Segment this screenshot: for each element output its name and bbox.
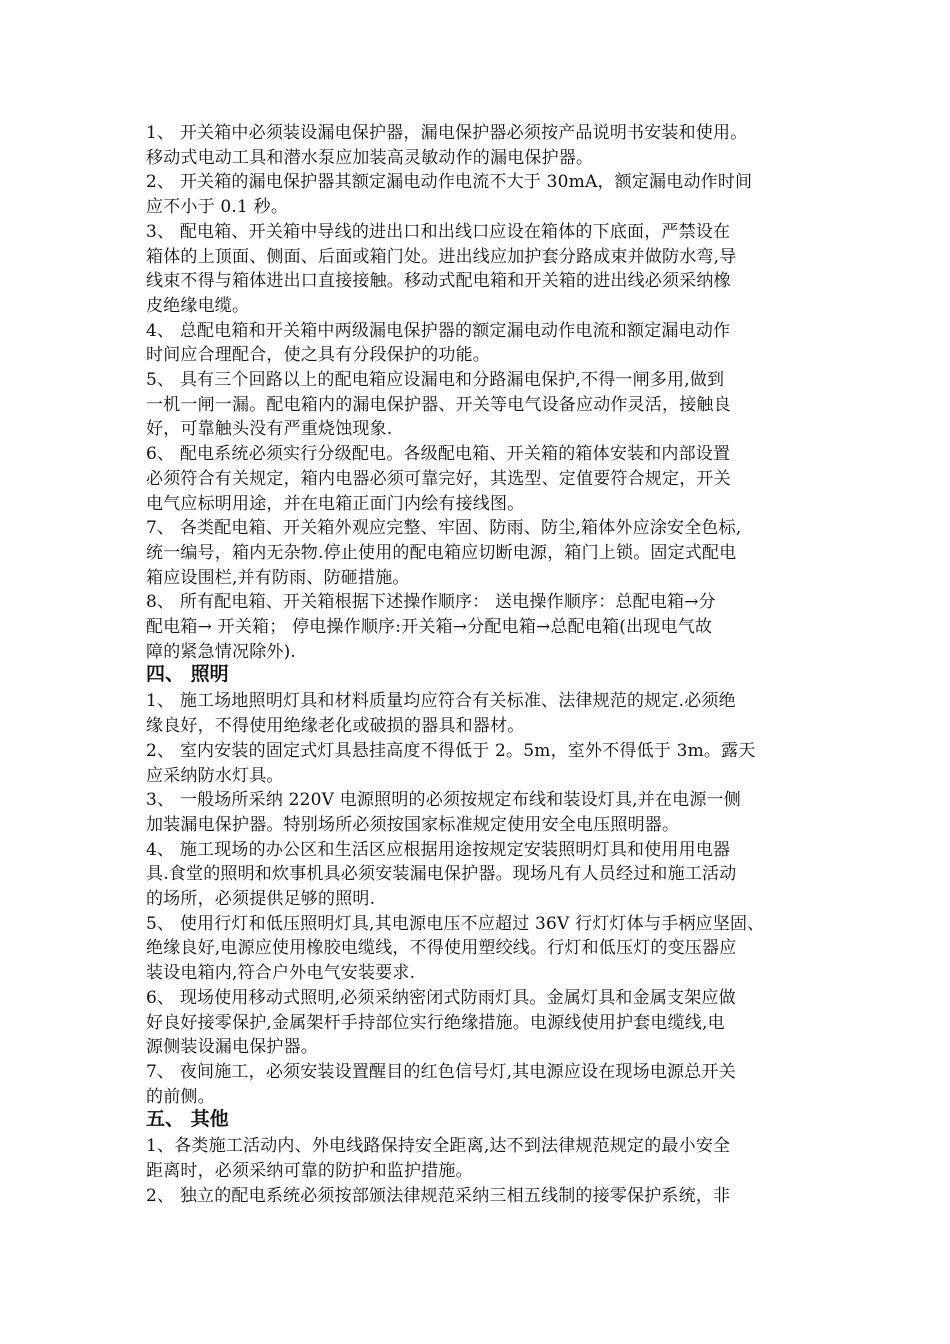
paragraph-line: 6、 现场使用移动式照明,必须采纳密闭式防雨灯具。金属灯具和金属支架应做 <box>146 987 736 1008</box>
paragraph-line: 的前侧。 <box>146 1086 215 1107</box>
paragraph-line: 缘良好，不得使用绝缘老化或破损的器具和器材。 <box>146 716 525 737</box>
paragraph-line: 的场所，必须提供足够的照明. <box>146 889 376 909</box>
paragraph-line: 好良好接零保护,金属架杆手持部位实行绝缘措施。电源线使用护套电缆线,电 <box>146 1012 725 1033</box>
paragraph-line: 一机一闸一漏。配电箱内的漏电保护器、开关等电气设备应动作灵活，接触良 <box>146 394 731 415</box>
paragraph-line: 加装漏电保护器。特别场所必须按国家标准规定使用安全电压照明器。 <box>146 814 680 835</box>
paragraph-line: 时间应合理配合，使之具有分段保护的功能。 <box>146 345 490 366</box>
paragraph-line: 源侧装设漏电保护器。 <box>146 1037 318 1058</box>
paragraph-line: 8、 所有配电箱、开关箱根据下述操作顺序： 送电操作顺序：总配电箱→分 <box>146 592 716 613</box>
paragraph-line: 皮绝缘电缆。 <box>146 295 250 316</box>
paragraph-line: 4、 施工现场的办公区和生活区应根据用途按规定安装照明灯具和使用用电器 <box>146 839 731 860</box>
paragraph-line: 移动式电动工具和潜水泵应加装高灵敏动作的漏电保护器。 <box>146 147 594 168</box>
paragraph-line: 4、 总配电箱和开关箱中两级漏电保护器的额定漏电动作电流和额定漏电动作 <box>146 320 731 341</box>
paragraph-line: 3、 配电箱、开关箱中导线的进出口和出线口应设在箱体的下底面，严禁设在 <box>146 221 731 242</box>
paragraph-line: 装设电箱内,符合户外电气安装要求. <box>146 963 416 984</box>
paragraph-line: 障的紧急情况除外). <box>146 641 297 662</box>
paragraph-line: 5、 具有三个回路以上的配电箱应设漏电和分路漏电保护,不得一闸多用,做到 <box>146 370 725 390</box>
paragraph-line: 3、 一般场所采纳 220V 电源照明的必须按规定布线和装设灯具,并在电源一侧 <box>146 790 741 811</box>
paragraph-line: 2、 室内安装的固定式灯具悬挂高度不得低于 2。5m，室外不得低于 3m。露天 <box>146 740 756 761</box>
paragraph-line: 1、 施工场地照明灯具和材料质量均应符合有关标准、法律规范的规定.必须绝 <box>146 691 736 712</box>
paragraph-line: 应不小于 0.1 秒。 <box>146 197 289 218</box>
paragraph-line: 箱应设围栏,并有防雨、防砸措施。 <box>146 567 410 588</box>
paragraph-line: 具.食堂的照明和炊事机具必须安装漏电保护器。现场凡有人员经过和施工活动 <box>146 864 737 885</box>
section-heading: 五、 其他 <box>146 1108 229 1131</box>
paragraph-line: 1、 开关箱中必须装设漏电保护器，漏电保护器必须按产品说明书安装和使用。 <box>146 123 748 143</box>
paragraph-line: 6、 配电系统必须实行分级配电。各级配电箱、开关箱的箱体安装和内部设置 <box>146 444 731 465</box>
paragraph-line: 5、 使用行灯和低压照明灯具,其电源电压不应超过 36V 行灯灯体与手柄应坚固、 <box>146 913 765 934</box>
section-heading: 四、 照明 <box>146 663 229 686</box>
paragraph-line: 7、 夜间施工，必须安装设置醒目的红色信号灯,其电源应设在现场电源总开关 <box>146 1061 736 1082</box>
paragraph-line: 2、 开关箱的漏电保护器其额定漏电动作电流不大于 30mA，额定漏电动作时间 <box>146 172 753 193</box>
paragraph-line: 箱体的上顶面、侧面、后面或箱门处。进出线应加护套分路成束并做防水弯,导 <box>146 246 737 267</box>
paragraph-line: 1、各类施工活动内、外电线路保持安全距离,达不到法律规范规定的最小安全 <box>146 1136 731 1157</box>
paragraph-line: 绝缘良好,电源应使用橡胶电缆线，不得使用塑绞线。行灯和低压灯的变压器应 <box>146 938 737 959</box>
paragraph-line: 距离时，必须采纳可靠的防护和监护措施。 <box>146 1161 473 1181</box>
paragraph-line: 必须符合有关规定，箱内电器必须可靠完好，其选型、定值要符合规定，开关 <box>146 468 731 489</box>
paragraph-line: 2、 独立的配电系统必须按部颁法律规范采纳三相五线制的接零保护系统，非 <box>146 1185 731 1206</box>
paragraph-line: 好，可靠触头没有严重烧蚀现象. <box>146 419 393 440</box>
paragraph-line: 配电箱→ 开关箱； 停电操作顺序:开关箱→分配电箱→总配电箱(出现电气故 <box>146 617 713 637</box>
paragraph-line: 统一编号，箱内无杂物.停止使用的配电箱应切断电源，箱门上锁。固定式配电 <box>146 542 737 563</box>
paragraph-line: 线束不得与箱体进出口直接接触。移动式配电箱和开关箱的进出线必须采纳橡 <box>146 271 731 292</box>
paragraph-line: 7、 各类配电箱、开关箱外观应完整、牢固、防雨、防尘,箱体外应涂安全色标, <box>146 518 742 539</box>
paragraph-line: 应采纳防水灯具。 <box>146 765 284 786</box>
paragraph-line: 电气应标明用途，并在电箱正面门内绘有接线图。 <box>146 493 525 514</box>
